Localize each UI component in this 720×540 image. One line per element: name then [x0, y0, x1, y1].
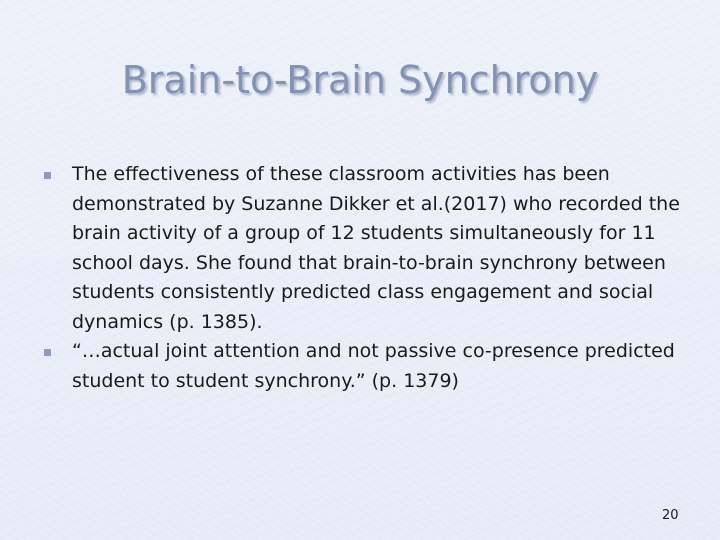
bullet-item — [44, 337, 684, 396]
page-number: 20 — [662, 508, 679, 523]
bullet-text: “…actual joint attention and not passive co-presence predicted student to student synchrony.” (p. 1379) — [72, 340, 675, 392]
bullet-list — [44, 160, 684, 396]
square-bullet-icon — [44, 349, 51, 356]
bullet-text: The effectiveness of these classroom activities has been demonstrated by Suzanne Dikker et al.(2017) who recorded the brain activity of a group of 12 students simultaneously for 11 school days. She found that brain-to-brain synchrony between students consistently predicted class engagement and social dynamics (p. 1385). — [72, 163, 680, 333]
square-bullet-icon — [44, 172, 51, 179]
bullet-item — [44, 160, 684, 337]
slide-title: Brain-to-Brain Synchrony — [121, 58, 599, 102]
